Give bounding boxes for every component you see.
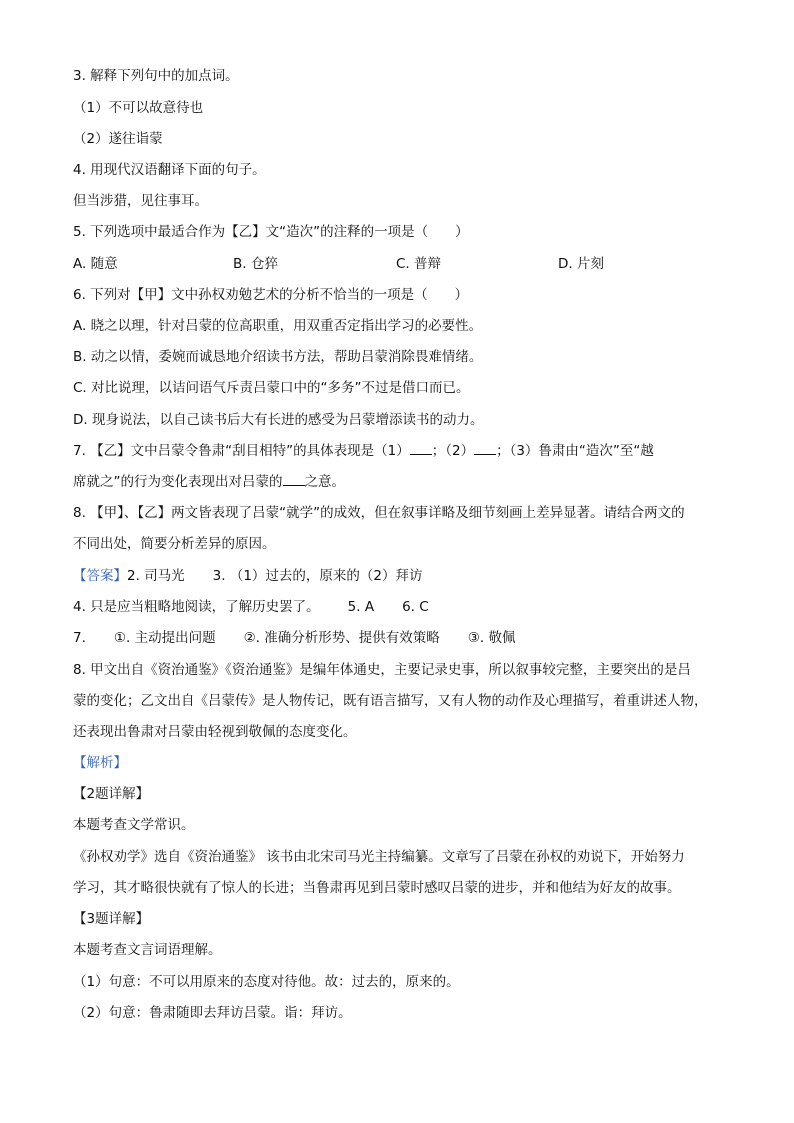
q7-text-c: ；（3）鲁肃由“造次”至“越 [496, 443, 654, 459]
q7-text-e: 之意。 [304, 474, 345, 490]
q7-text-b: ；（2） [431, 443, 475, 459]
answer-line-3 [73, 628, 733, 648]
answer-blank [283, 473, 305, 486]
q7-line-1 [73, 441, 733, 461]
q5-option-b: B. 仓猝 [233, 256, 278, 272]
q6-option-d: D. 现身说法，以自己读书后大有长进的感受为吕蒙增添读书的动力。 [73, 412, 484, 428]
answer-2: 2. 司马光 [127, 568, 185, 584]
q6-option-c: C. 对比说理，以诘问语气斥责吕蒙口中的“多务”不过是借口而已。 [73, 380, 470, 396]
q3-item-1: （1）不可以故意待也 [73, 100, 204, 116]
answer-6: 6. C [402, 599, 429, 615]
answer-tag: 【答案】 [73, 568, 127, 584]
q6-option-a: A. 晓之以理，针对吕蒙的位高职重，用双重否定指出学习的必要性。 [73, 318, 483, 334]
answer-7-number: 7. [73, 630, 86, 646]
q8-line-1: 8. 【甲】、【乙】两文皆表现了吕蒙“就学”的成效，但在叙事详略及细节刻画上差异显著。请结合两文的 [73, 505, 685, 521]
q4-sentence: 但当涉猎，见往事耳。 [73, 193, 208, 209]
answer-blank [410, 442, 432, 455]
answer-7-part-2: ②. 准确分析形势、提供有效策略 [243, 630, 440, 646]
q4-stem: 4. 用现代汉语翻译下面的句子。 [73, 162, 266, 178]
answer-line-1 [73, 566, 733, 586]
analysis-tag: 【解析】 [73, 755, 127, 771]
detail-3-line-2: （1）句意：不可以用原来的态度对待他。故：过去的，原来的。 [73, 974, 460, 990]
detail-2-line-1: 本题考查文学常识。 [73, 817, 195, 833]
q7-line-2 [73, 472, 733, 492]
detail-3-line-1: 本题考查文言词语理解。 [73, 942, 222, 958]
q5-option-a: A. 随意 [73, 256, 118, 272]
q3-stem: 3. 解释下列句中的加点词。 [73, 68, 239, 84]
answer-blank [474, 442, 496, 455]
q6-stem: 6. 下列对【甲】文中孙权劝勉艺术的分析不恰当的一项是（ ） [73, 287, 469, 303]
q7-text-a: 7. 【乙】文中吕蒙令鲁肃“刮目相特”的具体表现是（1） [73, 443, 410, 459]
answer-line-2 [73, 597, 733, 617]
detail-2-title: 【2题详解】 [73, 786, 150, 802]
q5-option-c: C. 普辩 [396, 256, 442, 272]
detail-3-title: 【3题详解】 [73, 911, 150, 927]
answer-8-line-1: 8. 甲文出自《资治通鉴》《资治通鉴》是编年体通史，主要记录史事，所以叙事较完整，主要突出的是吕 [73, 662, 691, 678]
q5-option-d: D. 片刻 [558, 256, 604, 272]
answer-7-part-1: ①. 主动提出问题 [113, 630, 216, 646]
answer-8-line-3: 还表现出鲁肃对吕蒙由轻视到敬佩的态度变化。 [73, 724, 357, 740]
detail-2-line-3: 学习，其才略很快就有了惊人的长进；当鲁肃再见到吕蒙时感叹吕蒙的进步，并和他结为好友的故事。 [73, 880, 681, 896]
answer-4: 4. 只是应当粗略地阅读，了解历史罢了。 [73, 599, 320, 615]
answer-7-part-3: ③. 敬佩 [467, 630, 516, 646]
answer-8-line-2: 蒙的变化；乙文出自《吕蒙传》是人物传记，既有语言描写，又有人物的动作及心理描写，着重讲述人物， [73, 693, 708, 709]
answer-3: 3. （1）过去的，原来的（2）拜访 [212, 568, 423, 584]
q7-text-d: 席就之”的行为变化表现出对吕蒙的 [73, 474, 283, 490]
q3-item-2: （2）遂往诣蒙 [73, 131, 163, 147]
answer-5: 5. A [347, 599, 375, 615]
detail-3-line-3: （2）句意：鲁肃随即去拜访吕蒙。诣：拜访。 [73, 1005, 352, 1021]
q8-line-2: 不同出处，简要分析差异的原因。 [73, 536, 276, 552]
q6-option-b: B. 动之以情，委婉而诚恳地介绍读书方法，帮助吕蒙消除畏难情绪。 [73, 349, 483, 365]
detail-2-line-2: 《孙权劝学》选自《资治通鉴》 该书由北宋司马光主持编纂。文章写了吕蒙在孙权的劝说下，开始努力 [73, 849, 685, 865]
q5-stem: 5. 下列选项中最适合作为【乙】文“造次”的注释的一项是（ ） [73, 224, 469, 240]
